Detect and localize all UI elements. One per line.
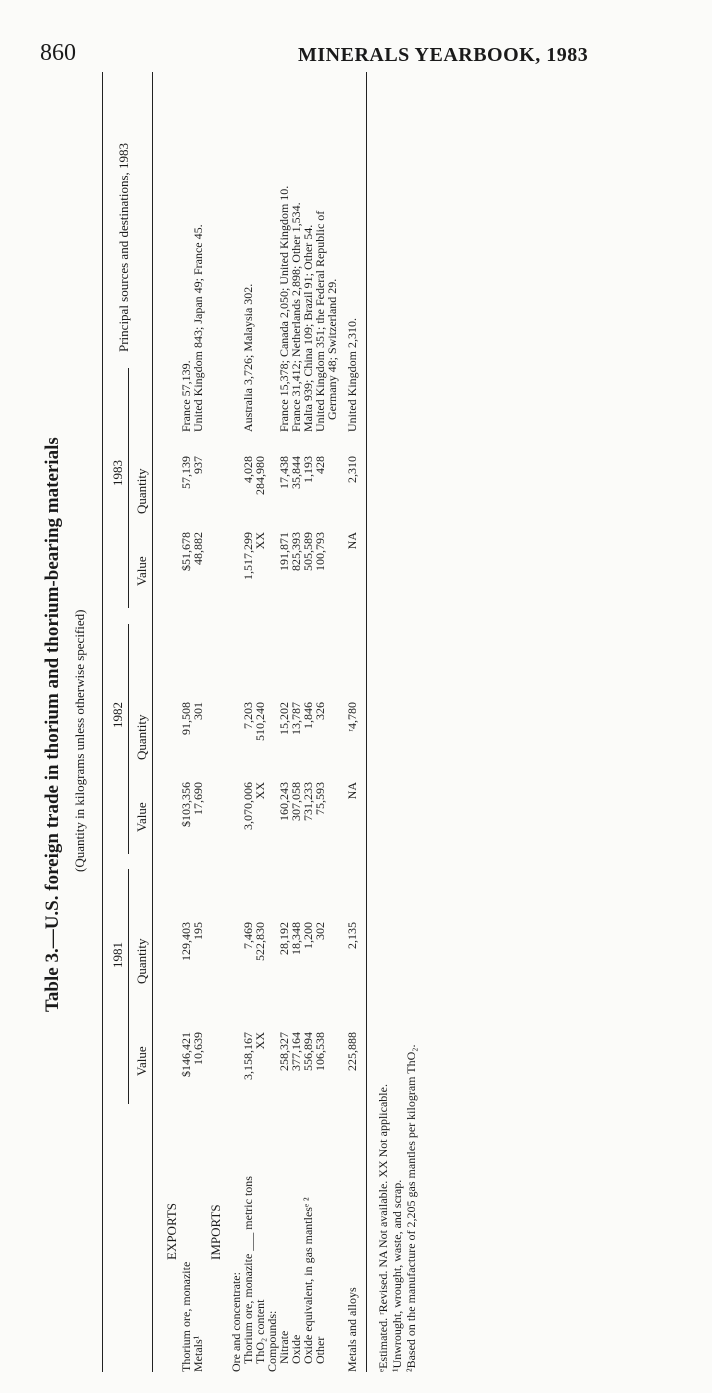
cell-q83: 2,310 bbox=[345, 456, 359, 483]
cell-q81: 7,469 bbox=[241, 922, 255, 949]
row-label: Thorium ore, monazite ___ metric tons bbox=[241, 1176, 255, 1364]
cell-v81: XX bbox=[253, 1032, 267, 1050]
cell-q82: 15,202 bbox=[277, 702, 291, 735]
cell-q82: 510,240 bbox=[253, 702, 267, 741]
cell-q81: 302 bbox=[313, 922, 327, 940]
cell-v82: NA bbox=[345, 782, 359, 800]
footnote-2: ²Based on the manufacture of 2,205 gas mantles per kilogram ThO₂. bbox=[404, 1044, 418, 1372]
col-quantity-1982: Quantity bbox=[134, 714, 149, 760]
section-exports: EXPORTS bbox=[164, 1202, 179, 1260]
cell-q81: 2,135 bbox=[345, 922, 359, 949]
col-value-1982: Value bbox=[134, 802, 149, 832]
cell-v81: 106,538 bbox=[313, 1032, 327, 1071]
row-label: ThO₂ content bbox=[253, 1299, 267, 1364]
cell-q82: 301 bbox=[191, 702, 205, 720]
col-value-1981: Value bbox=[134, 1046, 149, 1076]
cell-q82: 13,787 bbox=[289, 702, 303, 735]
row-label: Thorium ore, monazite bbox=[179, 1261, 193, 1372]
year-1981-header: 1981 bbox=[110, 942, 125, 968]
cell-q83: 35,844 bbox=[289, 456, 303, 489]
cell-q81: 522,830 bbox=[253, 922, 267, 961]
year-1982-header: 1982 bbox=[110, 702, 125, 728]
year-1981-rule bbox=[128, 869, 129, 1104]
cell-sources: United Kingdom 2,310. bbox=[345, 318, 359, 432]
row-label: Compounds: bbox=[265, 1310, 279, 1372]
footnote-symbols: ᵉEstimated. ʳRevised. NA Not available. XX Not applicable. bbox=[376, 1084, 390, 1372]
cell-v83: $51,678 bbox=[179, 532, 193, 571]
cell-v83: 100,793 bbox=[313, 532, 327, 571]
cell-v81: 225,888 bbox=[345, 1032, 359, 1071]
cell-q82: 7,203 bbox=[241, 702, 255, 729]
rotated-table bbox=[30, 72, 450, 1372]
cell-v83: 825,393 bbox=[289, 532, 303, 571]
cell-v81: 556,894 bbox=[301, 1032, 315, 1071]
year-1983-rule bbox=[128, 368, 129, 608]
cell-v82: XX bbox=[253, 782, 267, 800]
cell-v83: XX bbox=[253, 532, 267, 550]
cell-q82: 1,846 bbox=[301, 702, 315, 729]
header-bottom-rule bbox=[152, 72, 153, 1372]
cell-v83: 505,589 bbox=[301, 532, 315, 571]
row-label: Ore and concentrate: bbox=[229, 1272, 243, 1372]
cell-q81: 18,348 bbox=[289, 922, 303, 955]
year-1983-header: 1983 bbox=[110, 460, 125, 486]
footnote-1: ¹Unwrought, wrought, waste, and scrap. bbox=[390, 1179, 404, 1372]
row-label: Metals and alloys bbox=[345, 1287, 359, 1372]
cell-v83: 48,882 bbox=[191, 532, 205, 565]
cell-v82: $103,356 bbox=[179, 782, 193, 827]
cell-v81: 377,164 bbox=[289, 1032, 303, 1071]
cell-q81: 1,200 bbox=[301, 922, 315, 949]
cell-q82: 91,508 bbox=[179, 702, 193, 735]
cell-v81: 258,327 bbox=[277, 1032, 291, 1071]
cell-v82: 731,233 bbox=[301, 782, 315, 821]
section-imports: IMPORTS bbox=[208, 1204, 223, 1260]
col-quantity-1983: Quantity bbox=[134, 468, 149, 514]
cell-v81: 10,639 bbox=[191, 1032, 205, 1065]
table-title: Table 3.—U.S. foreign trade in thorium and thorium-bearing materials bbox=[42, 437, 63, 1012]
cell-v83: 1,517,299 bbox=[241, 532, 255, 580]
cell-q81: 28,192 bbox=[277, 922, 291, 955]
cell-sources: France 57,139. bbox=[179, 360, 193, 432]
cell-q83: 17,438 bbox=[277, 456, 291, 489]
cell-v82: 75,593 bbox=[313, 782, 327, 815]
table-bottom-rule bbox=[366, 72, 367, 1372]
cell-v83: NA bbox=[345, 532, 359, 550]
cell-q83: 937 bbox=[191, 456, 205, 474]
col-quantity-1981: Quantity bbox=[134, 938, 149, 984]
cell-v82: 307,058 bbox=[289, 782, 303, 821]
col-value-1983: Value bbox=[134, 556, 149, 586]
cell-v82: 3,070,006 bbox=[241, 782, 255, 830]
cell-q81: 129,403 bbox=[179, 922, 193, 961]
year-1982-rule bbox=[128, 624, 129, 854]
cell-v81: 3,158,167 bbox=[241, 1032, 255, 1080]
cell-v82: 160,243 bbox=[277, 782, 291, 821]
cell-sources: Australia 3,726; Malaysia 302. bbox=[241, 283, 255, 432]
row-label: Metals¹ bbox=[191, 1335, 205, 1372]
row-label: Other bbox=[313, 1336, 327, 1364]
cell-sources: Malta 939; China 109; Brazil 91; Other 54. bbox=[301, 224, 315, 432]
col-sources-header: Principal sources and destinations, 1983 bbox=[116, 142, 131, 352]
cell-q83: 284,980 bbox=[253, 456, 267, 495]
row-label: Oxide equivalent, in gas mantlesᵉ ² bbox=[301, 1197, 315, 1364]
page-number: 860 bbox=[40, 40, 76, 66]
cell-q83: 428 bbox=[313, 456, 327, 474]
cell-q82: ʳ4,780 bbox=[345, 702, 359, 732]
cell-sources: Germany 48; Switzerland 29. bbox=[325, 278, 339, 420]
row-label: Oxide bbox=[289, 1334, 303, 1364]
cell-v81: $146,421 bbox=[179, 1032, 193, 1077]
table-subtitle: (Quantity in kilograms unless otherwise specified) bbox=[72, 609, 87, 872]
cell-v82: 17,690 bbox=[191, 782, 205, 815]
cell-q83: 1,193 bbox=[301, 456, 315, 483]
cell-v83: 191,871 bbox=[277, 532, 291, 571]
row-label: Nitrate bbox=[277, 1330, 291, 1364]
cell-sources: France 31,412; Netherlands 2,898; Other 1,534. bbox=[289, 202, 303, 432]
cell-q83: 4,028 bbox=[241, 456, 255, 483]
cell-sources: United Kingdom 351; the Federal Republic of bbox=[313, 210, 327, 432]
table-top-rule bbox=[102, 72, 103, 1372]
cell-sources: United Kingdom 843; Japan 49; France 45. bbox=[191, 224, 205, 432]
cell-sources: France 15,378; Canada 2,050; United Kingdom 10. bbox=[277, 185, 291, 432]
cell-q81: 195 bbox=[191, 922, 205, 940]
cell-q82: 326 bbox=[313, 702, 327, 720]
cell-q83: 57,139 bbox=[179, 456, 193, 489]
running-head: MINERALS YEARBOOK, 1983 bbox=[298, 44, 589, 66]
